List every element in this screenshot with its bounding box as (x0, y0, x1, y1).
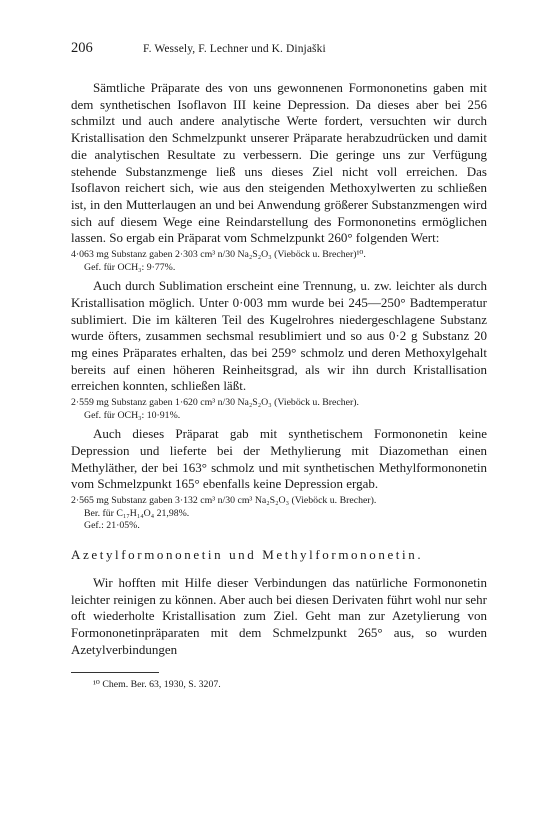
paragraph-2: Auch durch Sublimation erscheint eine Trennung, u. zw. leichter als durch Kristallisation möglich. Unter 0·003 mm wurde bei 245—250° Badtemperatur sublimiert. Die im kälteren Teil des Kugelrohres niedergeschlagene Substanz wurde öfters, zusammen sechsmal resublimiert und so aus 0·2 g Substanz 20 mg eines Präparates erhalten, das bei 259° schmolz und deren Methoxylgehalt bereits auf einen höheren Reinheitsgrad, als wir ihn durch Kristallisation erreichen konnten, schließen läßt. (71, 278, 487, 394)
analysis-result: Gef.: 21·05%. (84, 520, 140, 532)
section-heading: Azetylformononetin und Methylformononetin. (71, 546, 424, 562)
analysis-3 (71, 495, 487, 533)
running-head: F. Wessely, F. Lechner und K. Dinjaški (143, 43, 326, 55)
analysis-line: 2·559 mg Substanz gaben 1·620 cm³ n/30 Na₂S₂O₃ (Vieböck u. Brecher). (71, 397, 359, 409)
analysis-1 (71, 249, 487, 274)
page-number: 206 (71, 40, 93, 56)
analysis-line: 2·565 mg Substanz gaben 3·132 cm³ n/30 cm³ Na₂S₂O₃ (Vieböck u. Brecher). (71, 495, 377, 507)
page (71, 40, 487, 690)
footnote: ¹⁰ Chem. Ber. 63, 1930, S. 3207. (93, 679, 221, 691)
paragraph-1: Sämtliche Präparate des von uns gewonnenen Formononetins gaben mit dem synthetischen Isoflavon III keine Depression. Da dieses aber bei 256 schmilzt und auch andere analytische Werte fordert, versuchten wir durch Kristallisation den Schmelzpunkt unserer Präparate herabzudrücken und damit die analytischen Resultate zu verbessern. Die geringe uns zur Verfügung stehende Substanzmenge ließ uns dieses Ziel nicht voll erreichen. Das Isoflavon reichert sich, wie aus den steigenden Methoxylwerten zu schließen ist, in den Mutterlaugen an und bei Anwendung größerer Substanzmengen wird sich auf diesem Wege eine Reindarstellung des Formononetins ermöglichen lassen. So ergab ein Präparat vom Schmelzpunkt 260° folgenden Wert: (71, 80, 487, 246)
paragraph-3: Auch dieses Präparat gab mit synthetischem Formononetin keine Depression und lieferte bei der Methylierung mit Diazomethan einen Methyläther, der bei 163° schmolz und mit synthetischen Methylformononetin vom Schmelzpunkt 165° ebenfalls keine Depression ergab. (71, 426, 487, 492)
analysis-result: Gef. für OCH₃: 10·91%. (84, 409, 181, 421)
analysis-2 (71, 397, 487, 422)
analysis-calculated: Ber. für C₁₇H₁₄O₄ 21,98%. (84, 507, 190, 519)
analysis-line: 4·063 mg Substanz gaben 2·303 cm³ n/30 Na₂S₂O₃ (Vieböck u. Brecher)¹⁰. (71, 249, 366, 261)
footnote-divider (71, 672, 159, 673)
paragraph-4: Wir hofften mit Hilfe dieser Verbindungen das natürliche Formononetin leichter reinigen zu können. Aber auch bei diesen Derivaten führt wohl nur sehr oft wiederholte Kristallisation zum Ziel. Geht man zur Azetylierung von Formononetinpräparaten mit dem Schmelzpunkt 265° aus, so wurden Azetylverbindungen (71, 574, 487, 657)
analysis-result: Gef. für OCH₃: 9·77%. (84, 261, 176, 273)
page-header (71, 40, 487, 58)
